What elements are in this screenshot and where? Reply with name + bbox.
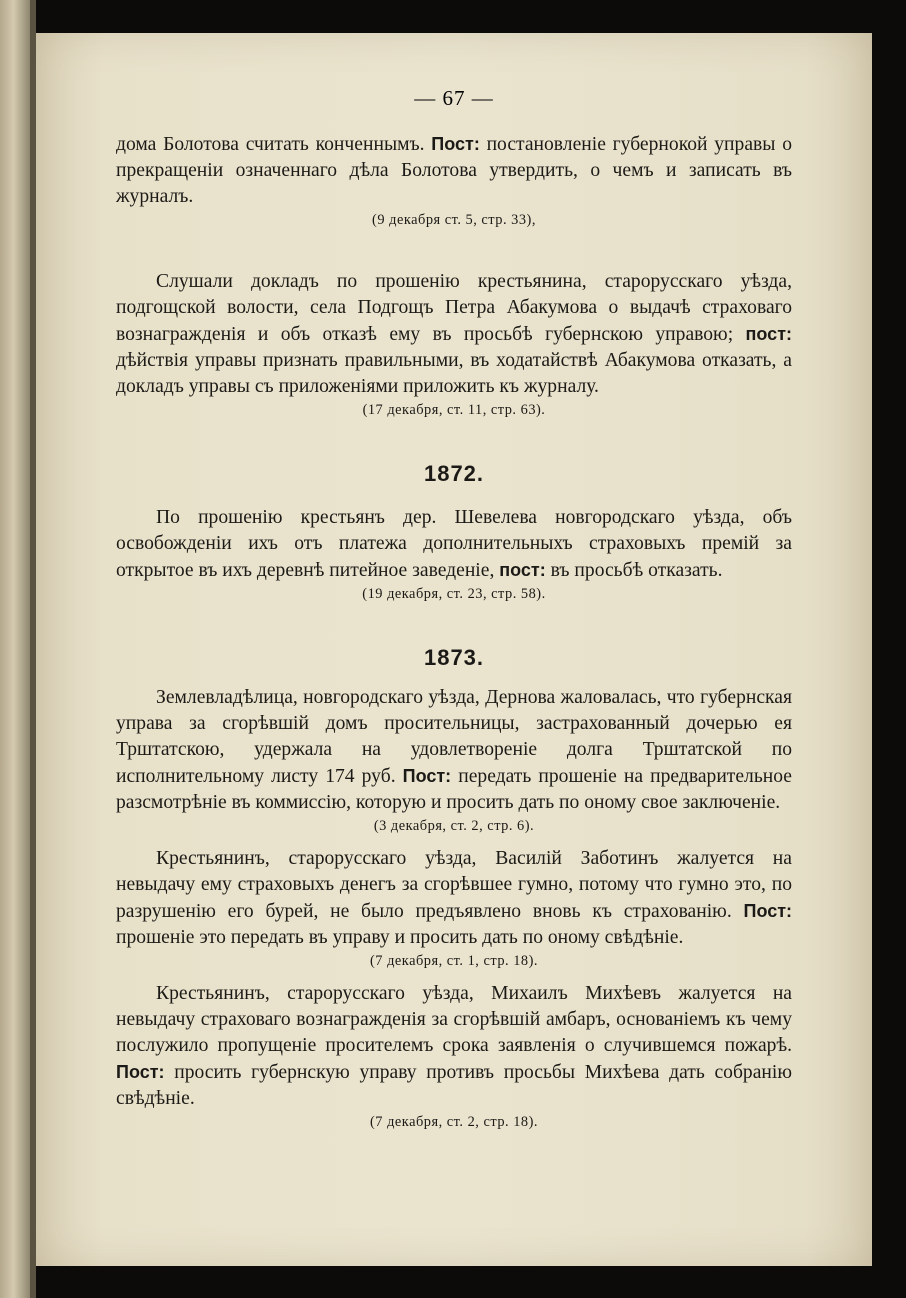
entry-text: передать прошеніе на предварительное разсмотрѣніе въ коммиссію, которую и просить дать по оному свое заключеніе. [116, 766, 792, 813]
entry-text: въ просьбѣ отказать. [550, 560, 723, 581]
section-1872 [116, 461, 792, 604]
entry-bolotov [116, 131, 792, 230]
section-1873 [116, 645, 792, 1132]
citation: (19 декабря, ст. 23, стр. 58). [362, 586, 546, 602]
entry-paragraph [116, 981, 792, 1112]
citation: (7 декабря, ст. 1, стр. 18). [370, 953, 538, 969]
entry-abakumov [116, 269, 792, 420]
entry-paragraph [116, 131, 792, 210]
resolution-label: Пост: [116, 1062, 165, 1082]
resolution-label: Пост: [743, 901, 793, 921]
book-page [36, 33, 872, 1266]
entry-text: Крестьянинъ, старорусскаго уѣзда, Михаилъ Михѣевъ жалуется на невыдачу страховаго вознагражденія за сгорѣвшій амбаръ, основаніемъ къ чему послужило пропущеніе просителемъ срока заявленія о случившемся пожарѣ. [116, 983, 792, 1056]
entry-text: Крестьянинъ, старорусскаго уѣзда, Василій Заботинъ жалуется на невыдачу ему страховыхъ денегъ за сгорѣвшее гумно, потому что гумно это, по разрушенію его бурей, не было предъявлено вновь къ страхованію. [116, 848, 792, 922]
resolution-label: Пост: [431, 134, 480, 154]
year-heading: 1872. [423, 461, 485, 486]
citation: (7 декабря, ст. 2, стр. 18). [370, 1114, 538, 1130]
entry-paragraph [116, 505, 792, 584]
entry-paragraph [116, 685, 792, 816]
entry-paragraph [116, 269, 792, 400]
resolution-label: пост: [499, 560, 546, 580]
entry-paragraph [116, 846, 792, 951]
entry-text: дѣйствія управы признать правильными, въ ходатайствѣ Абакумова отказать, а докладъ управы съ приложеніями приложить къ журналу. [116, 350, 792, 397]
citation: (9 декабря ст. 5, стр. 33), [372, 212, 536, 228]
entry-text: дома Болотова считать конченнымъ. [116, 134, 425, 155]
citation: (17 декабря, ст. 11, стр. 63). [362, 402, 546, 418]
page-number: — 67 — [414, 86, 494, 110]
resolution-label: пост: [745, 324, 792, 344]
entry-text: постановленіе губернокой управы о прекращеніи означеннаго дѣла Болотова утвердить, о чемъ и записать въ журналъ. [116, 134, 792, 207]
entry-text: просить губернскую управу противъ просьбы Михѣева дать собранію свѣдѣніе. [116, 1062, 792, 1109]
adjacent-page-edge [0, 0, 30, 1298]
year-heading: 1873. [423, 645, 485, 670]
citation: (3 декабря, ст. 2, стр. 6). [373, 818, 535, 834]
entry-text: Слушали докладъ по прошенію крестьянина, старорусскаго уѣзда, подгощской волости, села Подгощъ Петра Абакумова о выдачѣ страховаго вознагражденія и объ отказѣ ему въ просьбѣ губернскою управою; [116, 271, 792, 345]
entry-text: По прошенію крестьянъ дер. Шевелева новгородскаго уѣзда, объ освобожденіи ихъ отъ платежа дополнительныхъ страховыхъ премій за открытое въ ихъ деревнѣ питейное заведеніе, [116, 507, 792, 581]
resolution-label: Пост: [402, 766, 452, 786]
entry-text: прошеніе это передать въ управу и просить дать по оному свѣдѣніе. [116, 927, 684, 948]
entry-text: Землевладѣлица, новгородскаго уѣзда, Дернова жаловалась, что губернская управа за сгорѣвшій домъ просительницы, застрахованный дочерью ея Трштатскою, удержала на удовлетвореніе долга Трштатской по исполнительному листу 174 руб. [116, 687, 792, 787]
